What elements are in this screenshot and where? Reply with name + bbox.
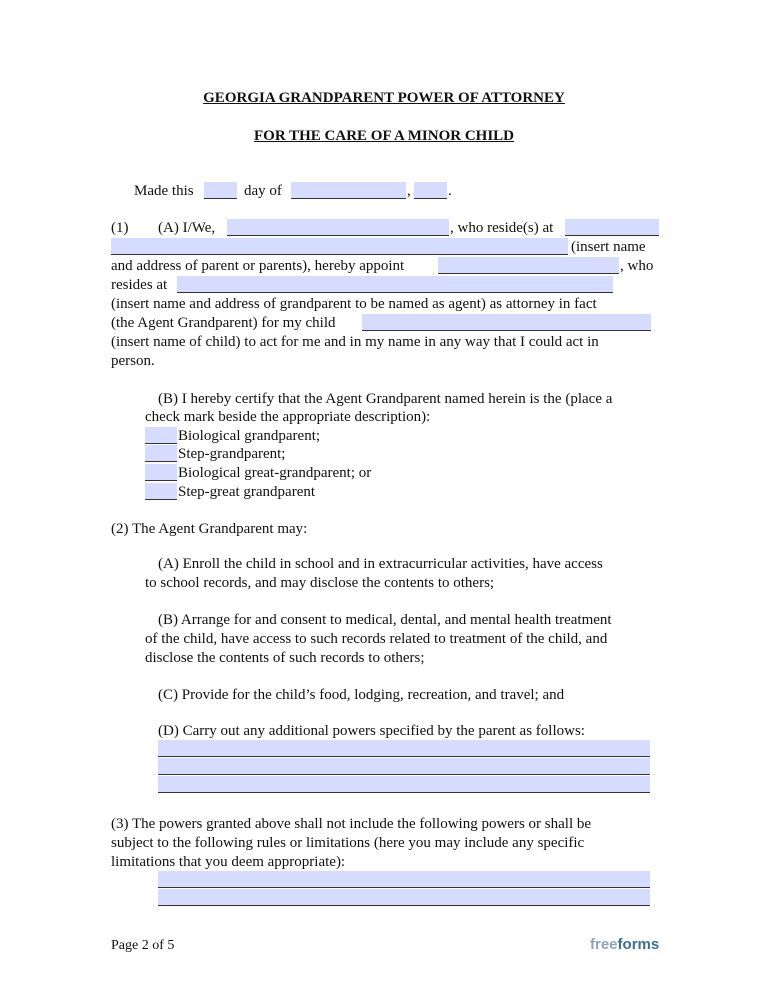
section2b-line1: (B) Arrange for and consent to medical, dental, and mental health treatment [158,612,612,628]
section2-heading: (2) The Agent Grandparent may: [111,521,308,537]
section2b-line3: disclose the contents of such records to others; [145,650,425,666]
insert-name-text: (insert name [571,239,646,255]
document-title: GEORGIA GRANDPARENT POWER OF ATTORNEY [203,90,565,106]
option-biological-great-grandparent: Biological great-grandparent; or [178,465,372,481]
additional-powers-field-1[interactable] [158,740,650,757]
insert-child-text: (insert name of child) to act for me and in my name in any way that I could act in [111,334,599,350]
month-field[interactable] [291,182,406,199]
address-parents-text: and address of parent or parents), hereby appoint [111,258,405,274]
section3-line3: limitations that you deem appropriate): [111,854,346,870]
parent-address-field-2[interactable] [111,238,568,255]
additional-powers-field-3[interactable] [158,776,650,793]
option-biological-grandparent: Biological grandparent; [178,428,321,444]
comma-text: , [407,183,411,199]
freeforms-logo [590,936,659,954]
parent-address-field-1[interactable] [565,219,659,236]
check-biological-grandparent[interactable] [145,427,177,444]
section2c-line1: (C) Provide for the child’s food, lodging, recreation, and travel; and [158,687,565,703]
section1-number: (1) [111,220,129,236]
child-name-field[interactable] [362,314,651,331]
check-step-great-grandparent[interactable] [145,483,177,500]
insert-grandparent-text: (insert name and address of grandparent to be named as agent) as attorney in fact [111,296,597,312]
who-text: , who [620,258,654,274]
section3-line1: (3) The powers granted above shall not include the following powers or shall be [111,816,592,832]
section2b-line2: of the child, have access to such records related to treatment of the child, and [145,631,608,647]
day-field[interactable] [204,182,237,199]
section1b-line2: check mark beside the appropriate description): [145,409,431,425]
logo-forms-text: forms [617,936,660,953]
day-of-label: day of [244,183,282,199]
year-field[interactable] [414,182,447,199]
option-step-great-grandparent: Step-great grandparent [178,484,316,500]
resides-at-label: resides at [111,277,168,293]
check-step-grandparent[interactable] [145,445,177,462]
logo-free-text: free [590,936,618,953]
made-this-label: Made this [134,183,194,199]
limitations-field-2[interactable] [158,889,650,906]
agent-grandparent-text: (the Agent Grandparent) for my child [111,315,336,331]
parent-name-field[interactable] [227,219,449,236]
person-text: person. [111,353,155,369]
section1a-label: (A) I/We, [158,220,216,236]
page-number: Page 2 of 5 [111,938,175,953]
document-subtitle: FOR THE CARE OF A MINOR CHILD [253,128,515,144]
period-text: . [448,183,452,199]
section3-line2: subject to the following rules or limitations (here you may include any specific [111,835,585,851]
grandparent-address-field[interactable] [177,276,613,293]
section2a-line2: to school records, and may disclose the contents to others; [145,575,495,591]
check-biological-great-grandparent[interactable] [145,464,177,481]
section2d-line1: (D) Carry out any additional powers specified by the parent as follows: [158,723,585,739]
additional-powers-field-2[interactable] [158,758,650,775]
limitations-field-1[interactable] [158,871,650,888]
grandparent-name-field[interactable] [438,257,619,274]
section1b-line1: (B) I hereby certify that the Agent Grandparent named herein is the (place a [158,391,613,407]
option-step-grandparent: Step-grandparent; [178,446,286,462]
section2a-line1: (A) Enroll the child in school and in extracurricular activities, have access [158,556,603,572]
who-resides-label: , who reside(s) at [450,220,554,236]
